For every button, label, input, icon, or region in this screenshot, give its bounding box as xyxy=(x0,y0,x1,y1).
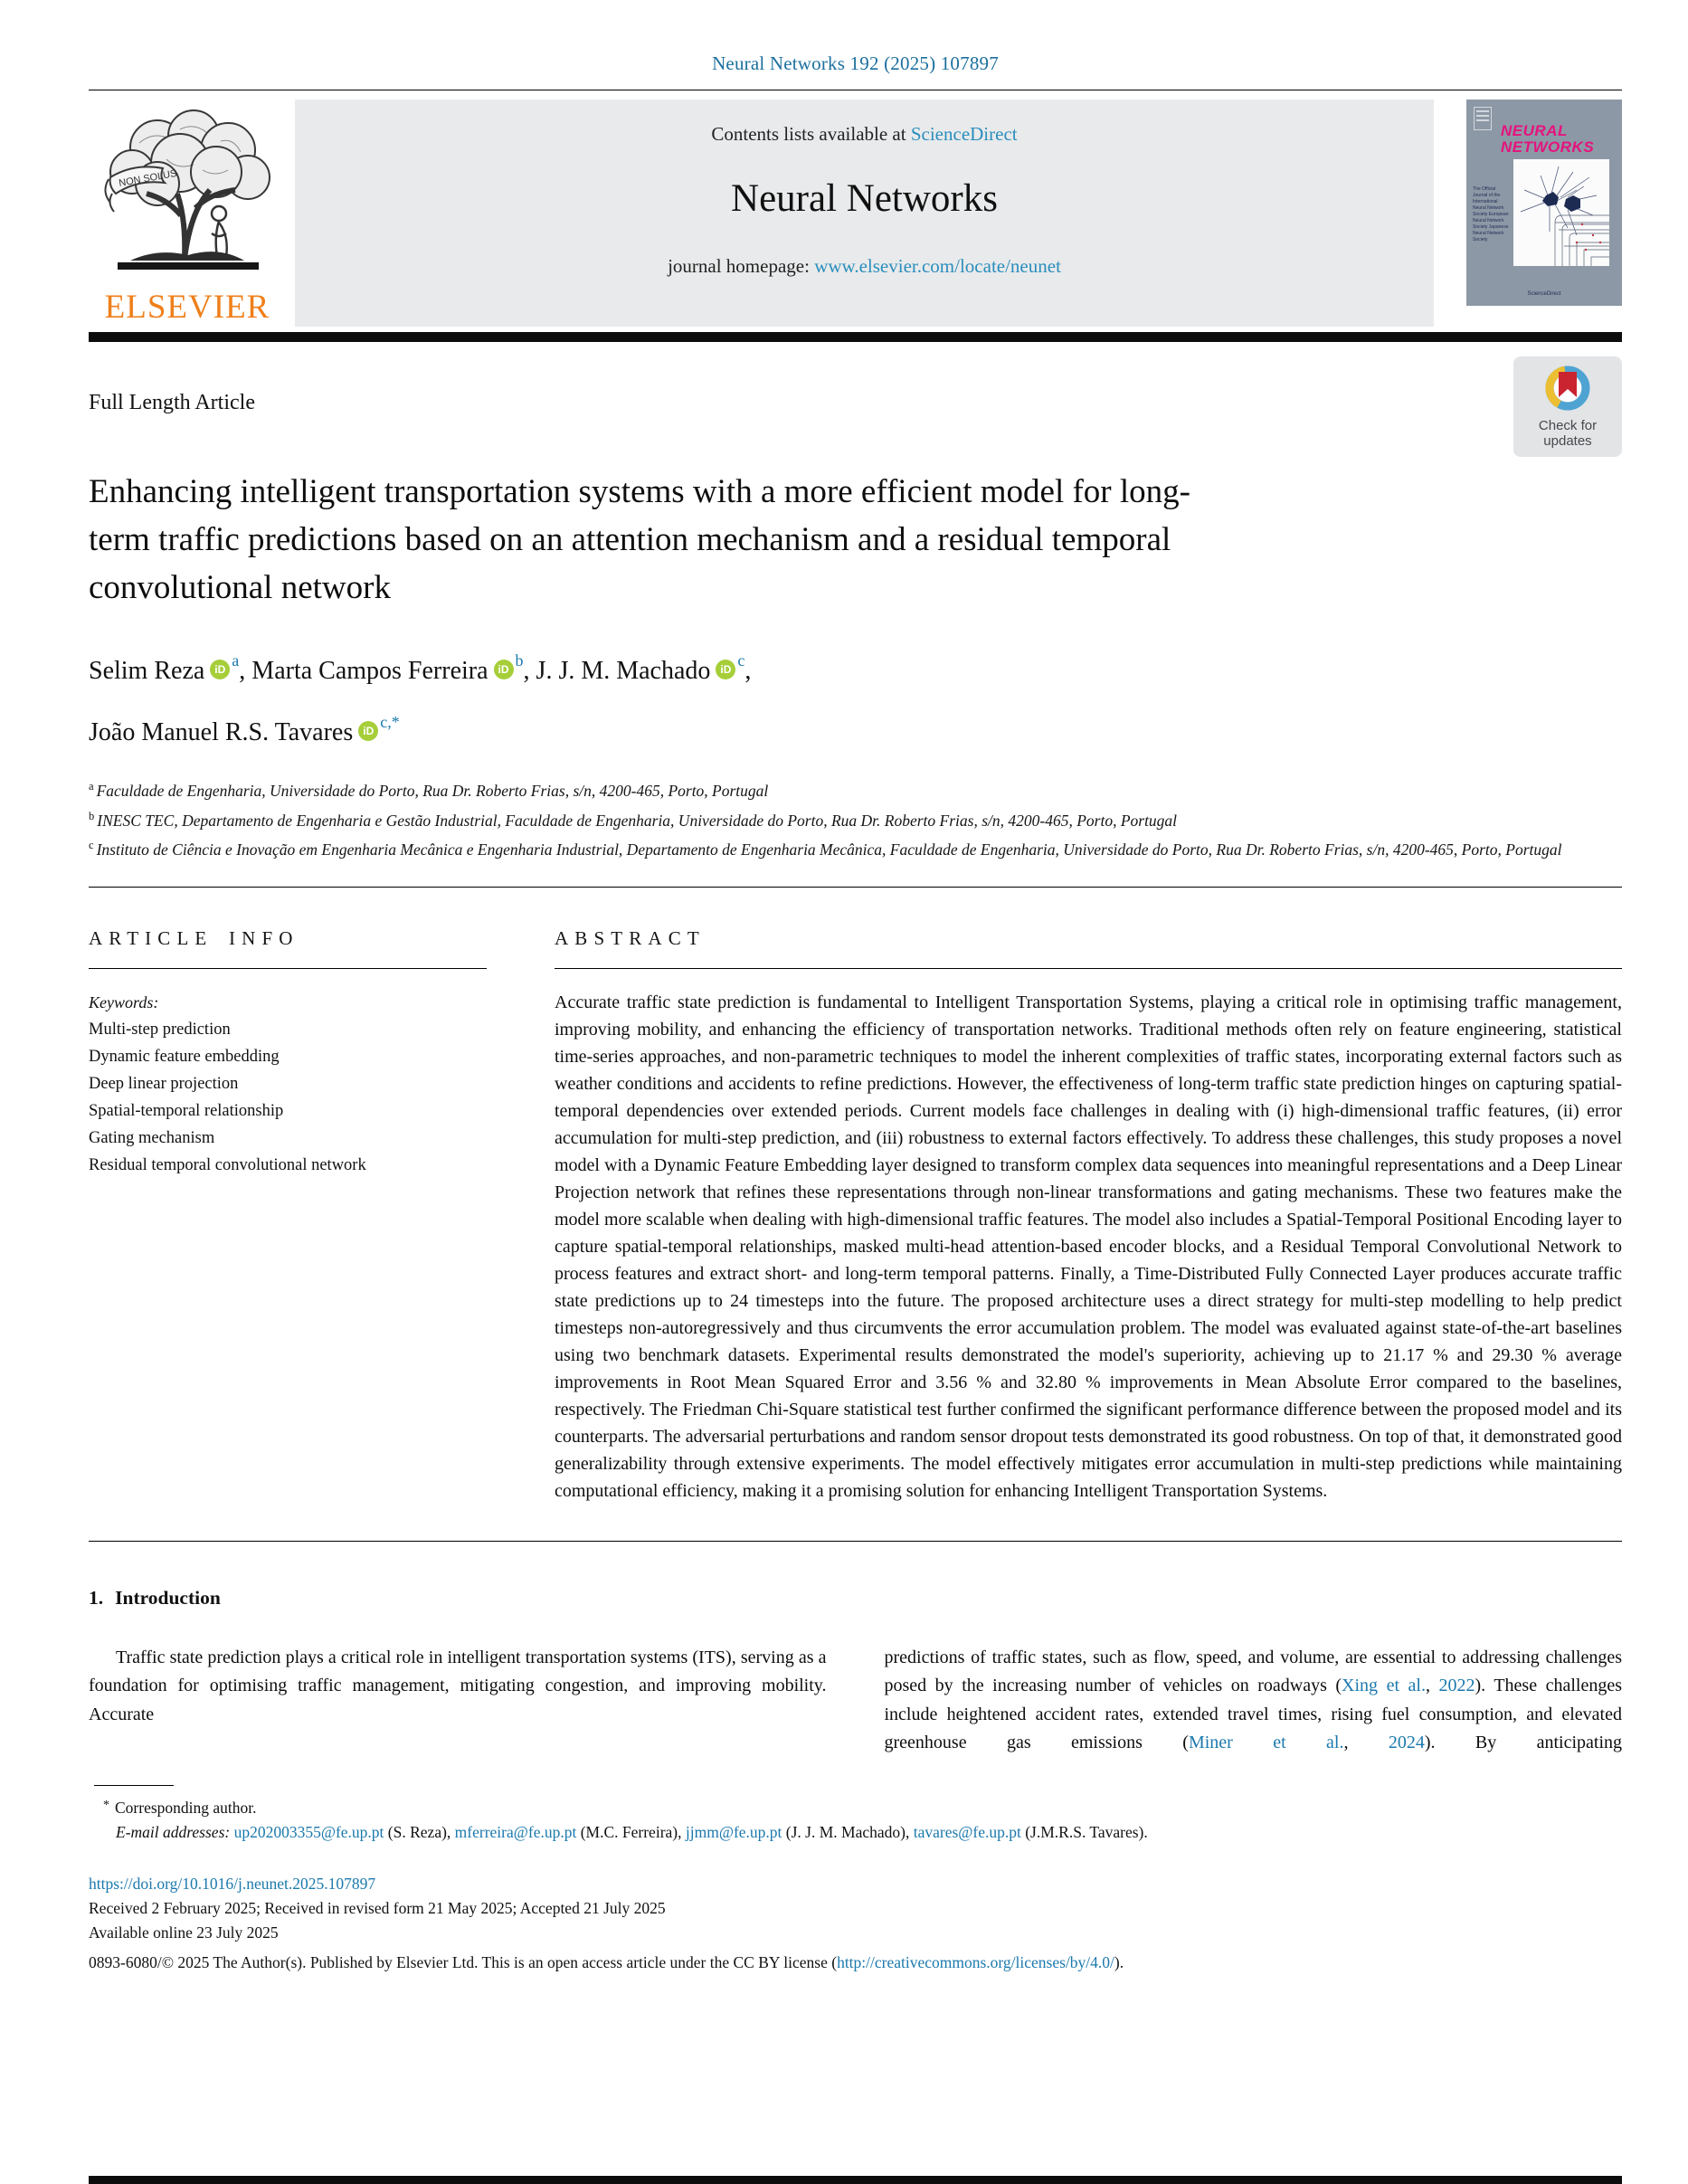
asterisk: * xyxy=(103,1798,109,1812)
journal-title: Neural Networks xyxy=(731,177,998,220)
orcid-icon[interactable]: iD xyxy=(716,660,735,679)
elsevier-logo[interactable] xyxy=(89,100,286,327)
intro-left-column xyxy=(89,1644,827,1758)
affiliation-line xyxy=(89,804,1622,834)
orcid-icon[interactable]: iD xyxy=(210,660,230,679)
neuron-art-icon xyxy=(1513,159,1609,266)
introduction-heading xyxy=(89,1587,1622,1610)
elsevier-wordmark: ELSEVIER xyxy=(104,289,270,326)
keyword-item: Dynamic feature embedding xyxy=(89,1047,280,1066)
homepage-link[interactable]: www.elsevier.com/locate/neunet xyxy=(814,255,1061,277)
citation-separator: , xyxy=(1425,1676,1439,1695)
abstract-heading: ABSTRACT xyxy=(555,926,706,949)
author-affil-sup: a xyxy=(232,651,240,669)
author-separator: , xyxy=(239,657,252,685)
citation-link[interactable]: Xing et al. xyxy=(1342,1676,1426,1695)
email-tail: (J.M.R.S. Tavares). xyxy=(1025,1822,1148,1841)
homepage-prefix: journal homepage: xyxy=(668,255,815,277)
check-updates-badge[interactable] xyxy=(1513,356,1622,457)
doi-block xyxy=(89,1872,1622,1975)
logo-banner-text: NON SOLUS xyxy=(118,167,178,189)
orcid-icon[interactable]: iD xyxy=(494,660,514,679)
issn-prefix: 0893-6080/© 2025 The Author(s). Published by Elsevier Ltd. This is an open access article under the CC BY license ( xyxy=(89,1952,838,1971)
cover-title xyxy=(1501,123,1594,156)
intro-text: predictions of traffic states, such as flow, speed, and volume, are essential to addressing challenges posed by the increasing number of vehicles on roadways ( xyxy=(884,1647,1622,1695)
header-black-band xyxy=(89,332,1622,342)
issn-license-line xyxy=(89,1951,1622,1975)
citation-link[interactable]: 2024 xyxy=(1388,1733,1425,1752)
author-affil-sup: c,* xyxy=(380,713,400,731)
journal-reference[interactable]: Neural Networks 192 (2025) 107897 xyxy=(712,52,999,74)
journal-cover[interactable] xyxy=(1466,100,1622,327)
citation-separator: , xyxy=(1343,1733,1389,1752)
affiliation-line xyxy=(89,774,1622,804)
doi-link[interactable]: https://doi.org/10.1016/j.neunet.2025.107897 xyxy=(89,1874,376,1893)
article-info-heading: ARTICLE INFO xyxy=(89,926,299,949)
affil-sup: b xyxy=(89,809,95,822)
intro-left-paragraph: Traffic state prediction plays a critical role in intelligent transportation systems (ITS), serving as a foundation for optimising traffic management, mitigating congestion, and improving mobility. Accurate xyxy=(89,1647,827,1724)
homepage-line xyxy=(304,255,1425,278)
received-line: Received 2 February 2025; Received in revised form 21 May 2025; Accepted 21 July 2025 xyxy=(89,1898,666,1917)
article-title: Enhancing intelligent transportation systems with a more efficient model for long-term traffic predictions based on an attention mechanism and a residual temporal convolutional network xyxy=(89,473,1190,606)
available-line: Available online 23 July 2025 xyxy=(89,1923,279,1942)
keyword-item: Gating mechanism xyxy=(89,1128,215,1147)
journal-cover-image xyxy=(1466,100,1622,306)
cover-side-text: The Official Journal of the International Neural Network Society European Neural Network Society Japanese Neural Network Society xyxy=(1473,186,1509,242)
author-name[interactable]: Selim Reza xyxy=(89,657,205,685)
issn-suffix: ). xyxy=(1114,1952,1124,1971)
article-info-column xyxy=(89,927,487,1505)
cover-art-panel xyxy=(1513,159,1609,266)
corresponding-author-note xyxy=(89,1793,1622,1820)
intro-right-column xyxy=(885,1644,1623,1758)
email-link[interactable]: jjmm@fe.up.pt xyxy=(685,1822,782,1841)
citation-link[interactable]: 2022 xyxy=(1438,1676,1475,1695)
contents-line xyxy=(304,123,1425,146)
affiliations-divider xyxy=(89,887,1622,888)
authors-line xyxy=(89,635,1622,758)
affil-text: Instituto de Ciência e Inovação em Engenharia Mecânica e Engenharia Industrial, Departamento de Engenharia Mecânica, Faculdade de Engenharia, Universidade do Porto, Rua Dr. Roberto Frias, s/n, 4200-465, Porto, Portugal xyxy=(96,840,1562,859)
keyword-item: Deep linear projection xyxy=(89,1074,239,1093)
citation-link[interactable]: Miner et al. xyxy=(1188,1733,1344,1752)
author-name[interactable]: João Manuel R.S. Tavares xyxy=(89,718,354,746)
author-separator: , xyxy=(744,657,752,685)
author-name[interactable]: Marta Campos Ferreira xyxy=(251,657,488,685)
abstract-bottom-divider xyxy=(89,1541,1622,1542)
keyword-item: Multi-step prediction xyxy=(89,1020,231,1039)
author-name[interactable]: J. J. M. Machado xyxy=(536,657,711,685)
keyword-item: Spatial-temporal relationship xyxy=(89,1101,284,1120)
intro-text: ). These challenges include heightened accident rates, extended travel times, rising fuel consumption, and elevated greenhouse gas emissions ( xyxy=(884,1676,1622,1752)
introduction-columns xyxy=(89,1644,1622,1758)
info-abstract-section xyxy=(89,927,1622,1505)
cover-title-line1: NEURAL xyxy=(1501,122,1568,139)
abstract-rule xyxy=(555,968,1622,969)
author-affil-sup: c xyxy=(737,651,745,669)
section-title: Introduction xyxy=(115,1586,221,1609)
email-name: (M.C. Ferreira), xyxy=(576,1822,686,1841)
cover-title-line2: NETWORKS xyxy=(1501,138,1595,156)
license-link[interactable]: http://creativecommons.org/licenses/by/4.0/ xyxy=(837,1952,1114,1971)
article-type-label: Full Length Article xyxy=(89,391,255,414)
email-link[interactable]: mferreira@fe.up.pt xyxy=(454,1822,577,1841)
affiliation-line xyxy=(89,833,1622,863)
email-link[interactable]: up202003355@fe.up.pt xyxy=(233,1822,384,1841)
corresponding-text: Corresponding author. xyxy=(115,1798,257,1817)
email-label: E-mail addresses: xyxy=(116,1822,231,1841)
masthead xyxy=(89,100,1622,327)
affil-text: INESC TEC, Departamento de Engenharia e Gestão Industrial, Faculdade de Engenharia, Universidade do Porto, Rua Dr. Roberto Frias, s/n, 4200-465, Porto, Portugal xyxy=(97,811,1178,830)
article-type-row xyxy=(89,356,1622,457)
abstract-column xyxy=(555,927,1622,1505)
email-name: (J. J. M. Machado), xyxy=(782,1822,914,1841)
next-page-band xyxy=(89,2176,1622,2184)
abstract-text: Accurate traffic state prediction is fundamental to Intelligent Transportation Systems, playing a critical role in optimising traffic management, improving mobility, and enhancing the efficiency of transportation networks. Traditional methods often rely on feature engineering, statistical time-series approaches, and non-parametric techniques to model the inherent complexities of traffic states, incorporating external factors such as weather conditions and accidents to refine predictions. However, the effectiveness of long-term traffic state prediction hinges on capturing spatial-temporal dependencies over extended periods. Current models face challenges in dealing with (i) high-dimensional traffic features, (ii) error accumulation for multi-step prediction, and (iii) robustness to external factors effectively. To address these challenges, this study proposes a novel model with a Dynamic Feature Embedding layer designed to transform complex data sequences into meaningful representations and a Deep Linear Projection network that refines these representations through non-linear transformations and gating mechanisms. These two features make the model more scalable when dealing with high-dimensional traffic features. The model also includes a Spatial-Temporal Positional Encoding layer to capture spatial-temporal relationships, masked multi-head attention-based encoder blocks, and a Residual Temporal Convolutional Network to process features and extract short- and long-term temporal patterns. Finally, a Time-Distributed Fully Connected Layer produces accurate traffic state predictions up to 24 timesteps into the future. The proposed architecture uses a direct strategy for multi-step modelling to help predict timesteps non-autoregressively and thus circumvents the error accumulation problem. The model was evaluated against state-of-the-art baselines using two benchmark datasets. Experimental results demonstrated the model's superiority, achieving up to 21.17 % and 29.30 % average improvements in Root Mean Squared Error and 3.56 % and 32.80 % improvements in Mean Absolute Error compared to the baselines, respectively. The Friedman Chi-Square statistical test further confirmed the significant performance difference between the proposed model and its counterparts. The adversarial perturbations and random sensor dropout tests demonstrated its good robustness. On top of that, it demonstrated good generalizability through extensive experiments. The model effectively mitigates error accumulation in multi-step predictions while maintaining computational efficiency, making it a promising solution for enhancing Intelligent Transportation Systems. xyxy=(555,992,1622,1501)
intro-text: ). By anticipating xyxy=(1424,1733,1623,1752)
badge-line1: Check for xyxy=(1538,418,1598,433)
email-link[interactable]: tavares@fe.up.pt xyxy=(913,1822,1021,1841)
section-number: 1. xyxy=(89,1586,104,1609)
badge-line2: updates xyxy=(1543,433,1592,449)
author-separator: , xyxy=(523,657,536,685)
cover-elsevier-mark-icon xyxy=(1474,107,1492,130)
affil-text: Faculdade de Engenharia, Universidade do Porto, Rua Dr. Roberto Frias, s/n, 4200-465, Porto, Portugal xyxy=(96,782,769,800)
affil-sup: a xyxy=(89,780,94,793)
author-affil-sup: b xyxy=(515,651,524,669)
elsevier-tree-icon xyxy=(94,107,280,284)
check-updates-icon xyxy=(1540,364,1596,416)
contents-prefix: Contents lists available at xyxy=(711,123,911,145)
email-addresses-line xyxy=(89,1820,1622,1845)
footnotes xyxy=(89,1785,1622,1975)
email-name: (S. Reza), xyxy=(384,1822,455,1841)
keywords-label: Keywords: xyxy=(89,992,159,1011)
article-info-rule xyxy=(89,968,487,969)
sciencedirect-link[interactable]: ScienceDirect xyxy=(910,123,1018,145)
affil-sup: c xyxy=(89,839,94,851)
keyword-item: Residual temporal convolutional network xyxy=(89,1155,366,1174)
affiliations xyxy=(89,774,1622,863)
masthead-gray-box xyxy=(295,100,1434,327)
cover-footer-text: ScienceDirect xyxy=(1527,291,1561,297)
footnote-rule xyxy=(94,1785,174,1786)
orcid-icon[interactable]: iD xyxy=(358,721,378,741)
